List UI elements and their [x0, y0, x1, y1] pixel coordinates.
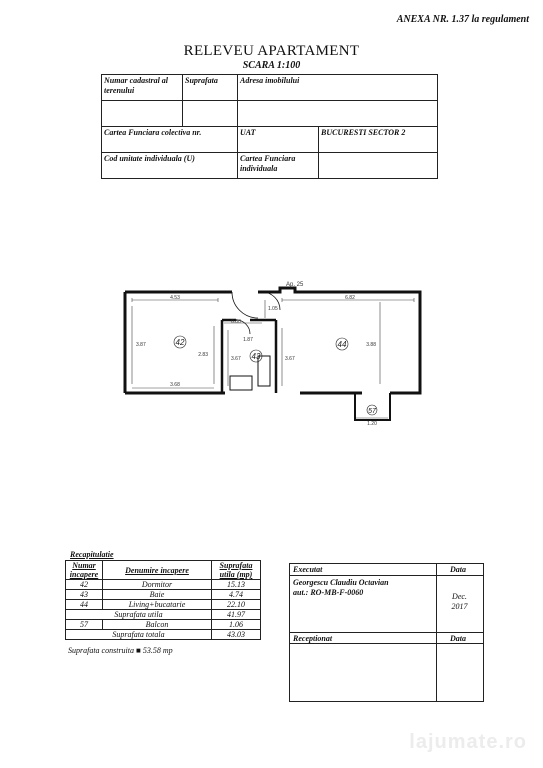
room-label-44: 44 — [337, 340, 347, 349]
data2-label: Data — [450, 634, 466, 643]
cartea-colectiva-label: Cartea Funciara colectiva nr. — [102, 127, 238, 153]
dim-120: 1.20 — [367, 421, 377, 427]
table-row: Suprafata utila 41.97 — [66, 610, 261, 620]
cadastral-header-table — [101, 74, 438, 179]
execution-box — [289, 563, 484, 702]
document-scale: SCARA 1:100 — [242, 60, 301, 71]
dim-368: 3.68 — [170, 382, 180, 388]
dim-453: 4.53 — [170, 295, 180, 301]
watermark-logo: lajumate.ro — [409, 731, 527, 753]
numar-cadastral-label: Numar cadastral al terenului — [102, 75, 183, 101]
dim-387: 3.87 — [136, 342, 146, 348]
table-row: 57 Balcon 1.06 — [66, 620, 261, 630]
table-row: Suprafata totala 43.03 — [66, 630, 261, 640]
cod-unitate-label: Cod unitate individuala (U) — [102, 153, 238, 179]
balcony-wall — [355, 393, 390, 420]
apartment-label: Ap. 25 — [286, 282, 304, 288]
adresa-label: Adresa imobilului — [238, 75, 438, 101]
dim-367b: 3.67 — [285, 356, 295, 362]
dim-682: 6.82 — [345, 295, 355, 301]
numar-cadastral-value — [102, 101, 183, 127]
uat-label: UAT — [238, 127, 319, 153]
data-label: Data — [450, 565, 466, 574]
shower-fixture — [230, 376, 252, 390]
recap-title: Recapitulatie — [70, 550, 114, 559]
uat-value: BUCURESTI SECTOR 2 — [319, 127, 438, 153]
date-line-2: 2017 — [451, 602, 468, 611]
room-label-43: 43 — [251, 352, 261, 361]
dim-105: 1.05 — [268, 306, 278, 312]
date-line-1: Dec. — [452, 592, 467, 601]
table-row: 44 Living+bucatarie 22.10 — [66, 600, 261, 610]
annex-reference: ANEXA NR. 1.37 la regulament — [396, 14, 529, 25]
dim-283: 2.83 — [198, 352, 208, 358]
room-label-42: 42 — [175, 338, 185, 347]
adresa-value — [238, 101, 438, 127]
suprafata-value — [183, 101, 238, 127]
recap-col-suprafata: Suprafata utila (mp) — [212, 561, 261, 580]
executat-label: Executat — [293, 565, 323, 574]
executant-authorization: aut.: RO-MB-F-0060 — [293, 588, 364, 597]
dim-367a: 3.67 — [231, 356, 241, 362]
outer-wall — [125, 288, 420, 393]
recap-table — [65, 560, 261, 640]
door-arc-entry — [232, 292, 258, 318]
cartea-individuala-label: Cartea Funciara individuala — [238, 153, 319, 179]
recap-col-numar: Numar incapere — [66, 561, 103, 580]
dim-080: 0.80 — [231, 319, 241, 325]
table-row: 43 Baie 4.74 — [66, 590, 261, 600]
recap-col-denumire: Denumire incapere — [103, 561, 212, 580]
dim-388: 3.88 — [366, 342, 376, 348]
suprafata-label: Suprafata — [183, 75, 238, 101]
cartea-individuala-value — [319, 153, 438, 179]
floor-plan — [0, 270, 543, 440]
table-row: 42 Dormitor 15.13 — [66, 580, 261, 590]
receptionat-label: Receptionat — [293, 634, 333, 643]
room-label-57: 57 — [368, 408, 376, 415]
suprafata-construita: Suprafata construita ■ 53.58 mp — [68, 646, 173, 655]
document-title: RELEVEU APARTAMENT — [183, 43, 360, 59]
executant-name: Georgescu Claudiu Octavian — [293, 578, 389, 587]
dim-187: 1.87 — [243, 337, 253, 343]
